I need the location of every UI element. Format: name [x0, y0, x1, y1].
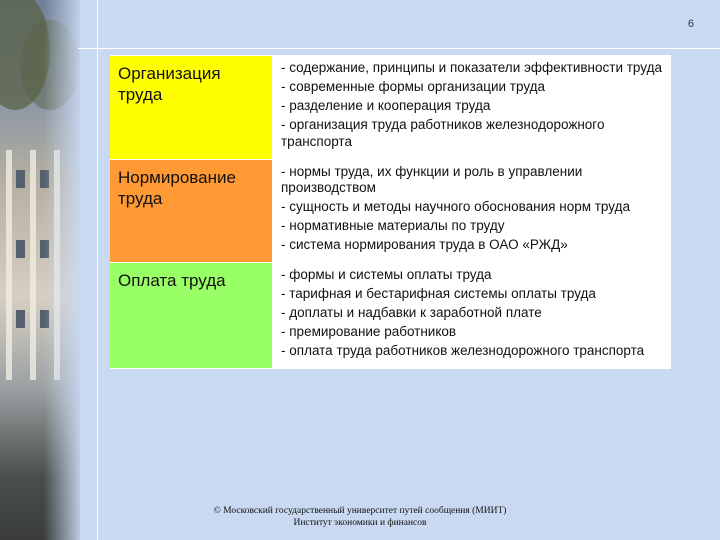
list-item: - нормы труда, их функции и роль в управлении производством [281, 163, 583, 195]
category-cell: Организация труда [110, 56, 273, 159]
list-item: - современные формы организации труда [281, 79, 546, 94]
list-item: - разделение и кооперация труда [281, 98, 491, 113]
list-item: - нормативные материалы по труду [281, 218, 505, 233]
decor-horizontal-line [78, 48, 720, 49]
decor-vertical-line [97, 0, 98, 540]
table-row [110, 263, 671, 369]
list-item: - премирование работников [281, 324, 457, 339]
page-number: 6 [687, 18, 694, 30]
list-item: - оплата труда работников железнодорожного транспорта [281, 343, 645, 358]
items-cell [273, 160, 671, 263]
list-item: - содержание, принципы и показатели эффективности труда [281, 60, 662, 75]
footer-copyright: © Московский государственный университет путей сообщения (МИИТ) [213, 506, 507, 516]
list-item: - доплаты и надбавки к заработной плате [281, 305, 542, 320]
table-row [110, 160, 671, 264]
list-item: - формы и системы оплаты труда [281, 267, 492, 282]
items-cell [273, 263, 671, 368]
items-cell [273, 56, 671, 159]
building-photo [0, 0, 80, 540]
category-cell: Оплата труда [110, 263, 273, 368]
list-item: - организация труда работников железнодорожного транспорта [281, 117, 605, 149]
list-item: - система нормирования труда в ОАО «РЖД» [281, 237, 568, 252]
list-item: - тарифная и бестарифная системы оплаты труда [281, 286, 596, 301]
topics-table [110, 55, 671, 369]
category-cell: Нормирование труда [110, 160, 273, 263]
footer-institute: Институт экономики и финансов [293, 518, 427, 528]
list-item: - сущность и методы научного обоснования норм труда [281, 199, 630, 214]
footer [150, 505, 570, 529]
table-row [110, 56, 671, 160]
